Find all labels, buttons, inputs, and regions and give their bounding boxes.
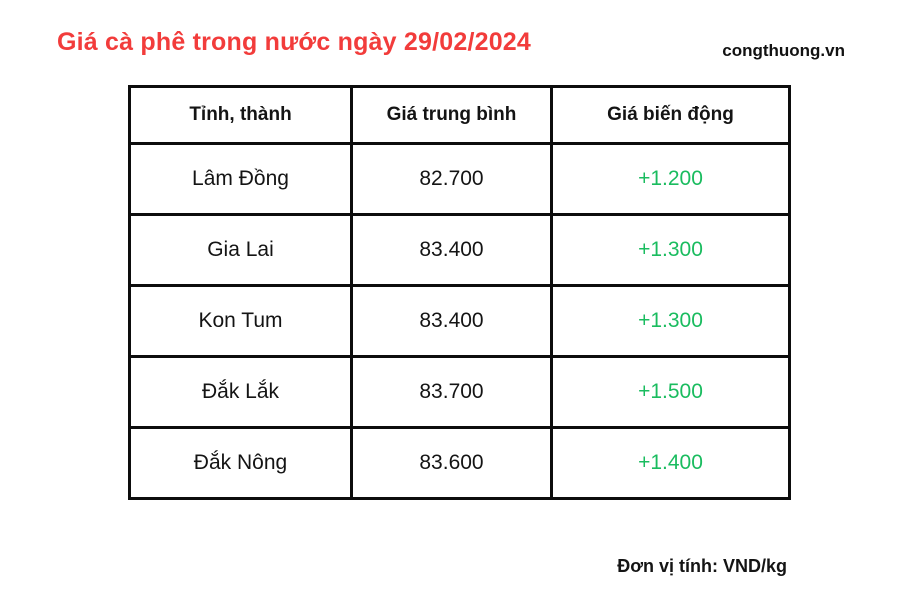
province-cell: Đắk Lắk <box>130 357 352 428</box>
province-cell: Gia Lai <box>130 215 352 286</box>
province-cell: Đắk Nông <box>130 428 352 499</box>
unit-note: Đơn vị tính: VND/kg <box>617 556 787 576</box>
avg-price-cell: 83.400 <box>352 286 552 357</box>
avg-price-cell: 83.400 <box>352 215 552 286</box>
column-header-price-change: Giá biến động <box>552 87 790 144</box>
price-table-body <box>130 144 790 499</box>
avg-price-cell: 83.700 <box>352 357 552 428</box>
avg-price-cell: 83.600 <box>352 428 552 499</box>
table-row <box>130 144 790 215</box>
column-header-province: Tỉnh, thành <box>130 87 352 144</box>
price-change-cell: +1.200 <box>552 144 790 215</box>
price-change-cell: +1.300 <box>552 215 790 286</box>
table-header-row <box>130 87 790 144</box>
price-change-cell: +1.400 <box>552 428 790 499</box>
price-change-cell: +1.500 <box>552 357 790 428</box>
price-change-cell: +1.300 <box>552 286 790 357</box>
price-table <box>128 85 791 500</box>
page-title: Giá cà phê trong nước ngày 29/02/2024 <box>57 28 532 56</box>
table-row <box>130 215 790 286</box>
table-row <box>130 357 790 428</box>
table-row <box>130 286 790 357</box>
column-header-avg-price: Giá trung bình <box>352 87 552 144</box>
source-brand: congthuong.vn <box>722 41 845 60</box>
avg-price-cell: 82.700 <box>352 144 552 215</box>
province-cell: Lâm Đồng <box>130 144 352 215</box>
province-cell: Kon Tum <box>130 286 352 357</box>
table-row <box>130 428 790 499</box>
